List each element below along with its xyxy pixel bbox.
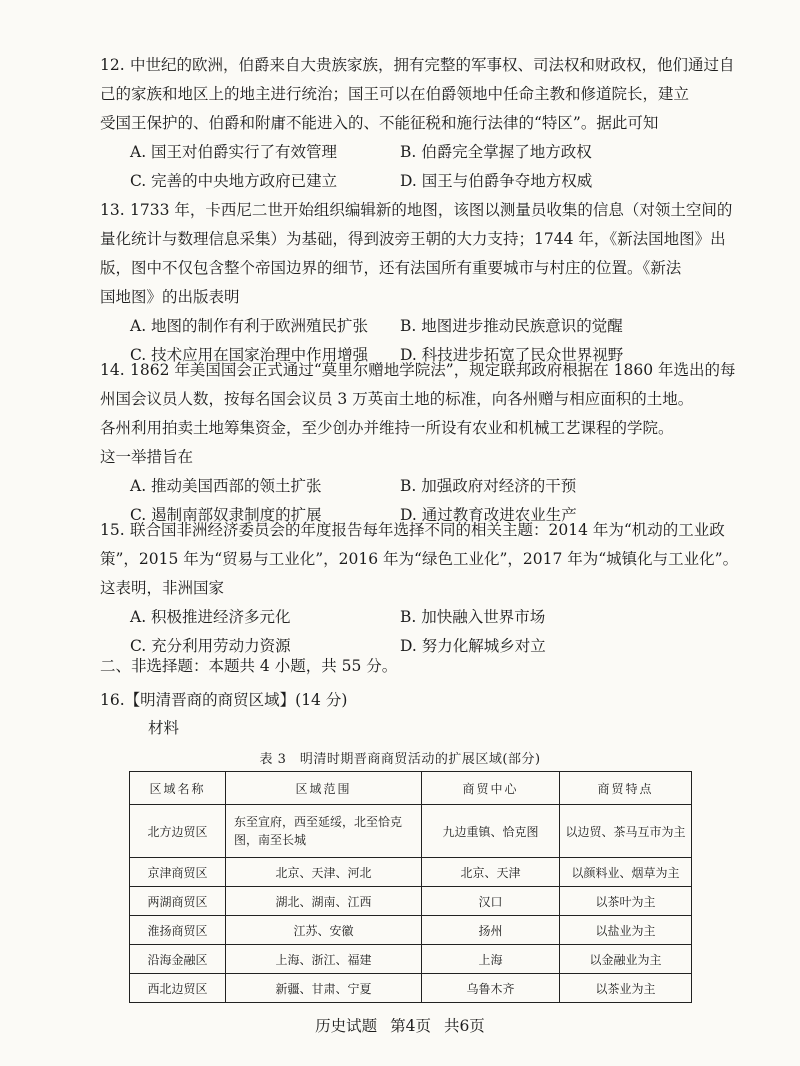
table-cell: 新疆、甘肃、宁夏 <box>226 974 422 1003</box>
question-text-line: 版，图中不仅包含整个帝国边界的细节，还有法国所有重要城市与村庄的位置。《新法 <box>100 259 682 277</box>
table-caption: 表 3 明清时期晋商商贸活动的扩展区域(部分) <box>259 752 541 767</box>
table-cell: 西北边贸区 <box>130 974 226 1003</box>
table-cell: 以颜料业、烟草为主 <box>560 858 692 887</box>
question-16-title: 16.【明清晋商的商贸区域】(14 分) <box>100 691 348 709</box>
table-header-cell: 区域名称 <box>130 772 226 805</box>
table-cell: 汉口 <box>422 887 560 916</box>
option-b: B. 地图进步推动民族意识的觉醒 <box>400 317 623 335</box>
question-text-line: 1862 年美国国会正式通过“莫里尔赠地学院法”，规定联邦政府根据在 1860 年选出的每 <box>130 361 736 379</box>
question-text-line: 国地图》的出版表明 <box>100 288 240 306</box>
footer-subject: 历史试题 <box>315 1017 378 1035</box>
question-text-line: 量化统计与数理信息采集）为基础，得到波旁王朝的大力支持；1744 年，《新法国地图》出 <box>100 230 726 248</box>
footer-page-number: 第4页 <box>390 1017 431 1035</box>
table-row <box>130 974 692 1003</box>
table-header-cell: 商贸中心 <box>422 772 560 805</box>
page-footer <box>0 1014 800 1036</box>
option-a: A. 推动美国西部的领土扩张 <box>130 477 322 495</box>
option-b: B. 伯爵完全掌握了地方政权 <box>400 143 592 161</box>
question-text-line: 己的家族和地区上的地主进行统治；国王可以在伯爵领地中任命主教和修道院长，建立 <box>100 85 690 103</box>
table-cell: 京津商贸区 <box>130 858 226 887</box>
table-header-cell: 区域范围 <box>226 772 422 805</box>
table-cell: 北京、天津 <box>422 858 560 887</box>
table-row <box>130 805 692 858</box>
option-d: D. 国王与伯爵争夺地方权威 <box>400 172 593 190</box>
table-cell: 上海 <box>422 945 560 974</box>
table-cell: 以边贸、茶马互市为主 <box>560 805 692 858</box>
question-14 <box>100 356 740 530</box>
question-text-line: 中世纪的欧洲，伯爵来自大贵族家族，拥有完整的军事权、司法权和财政权，他们通过自 <box>130 56 735 74</box>
question-number: 12. <box>100 56 125 74</box>
table-cell: 北京、天津、河北 <box>226 858 422 887</box>
question-text-line: 各州利用拍卖土地筹集资金，至少创办并维持一所设有农业和机械工艺课程的学院。 <box>100 419 674 437</box>
table-cell: 扬州 <box>422 916 560 945</box>
option-a: A. 国王对伯爵实行了有效管理 <box>130 143 338 161</box>
option-c: C. 遏制南部奴隶制度的扩展 <box>130 506 322 524</box>
question-number: 13. <box>100 201 125 219</box>
question-text-line: 这表明，非洲国家 <box>100 579 225 597</box>
table-cell: 以盐业为主 <box>560 916 692 945</box>
question-12 <box>100 51 740 196</box>
table-header-row <box>130 772 692 805</box>
table-cell: 沿海金融区 <box>130 945 226 974</box>
section-heading: 二、非选择题：本题共 4 小题，共 55 分。 <box>100 657 398 675</box>
table-cell: 九边重镇、恰克图 <box>422 805 560 858</box>
question-text-line: 联合国非洲经济委员会的年度报告每年选择不同的相关主题：2014 年为“机动的工业政 <box>130 521 725 539</box>
table-header-cell: 商贸特点 <box>560 772 692 805</box>
table-cell: 江苏、安徽 <box>226 916 422 945</box>
table-cell: 东至宣府，西至延绥，北至恰克图，南至长城 <box>226 805 422 858</box>
question-text-line: 策”，2015 年为“贸易与工业化”，2016 年为“绿色工业化”，2017 年为“城镇化与工业化”。 <box>100 550 739 568</box>
table-row <box>130 858 692 887</box>
question-text-line: 1733 年，卡西尼二世开始组织编辑新的地图，该图以测量员收集的信息（对领土空间的 <box>130 201 733 219</box>
option-d: D. 通过教育改进农业生产 <box>400 506 577 524</box>
table-cell: 北方边贸区 <box>130 805 226 858</box>
question-text-line: 受国王保护的、伯爵和附庸不能进入的、不能征税和施行法律的“特区”。据此可知 <box>100 114 659 132</box>
question-15 <box>100 516 740 661</box>
question-text-line: 这一举措旨在 <box>100 448 194 466</box>
table-cell: 上海、浙江、福建 <box>226 945 422 974</box>
option-b: B. 加快融入世界市场 <box>400 608 546 626</box>
trade-regions-table <box>129 771 692 1003</box>
question-13 <box>100 196 740 370</box>
option-a: A. 积极推进经济多元化 <box>130 608 291 626</box>
footer-total-pages: 共6页 <box>443 1017 485 1035</box>
option-d: D. 科技进步拓宽了民众世界视野 <box>400 346 624 364</box>
table-row <box>130 945 692 974</box>
table-cell: 以金融业为主 <box>560 945 692 974</box>
question-number: 15. <box>100 521 125 539</box>
material-label: 材料 <box>148 719 180 737</box>
option-c: C. 技术应用在国家治理中作用增强 <box>130 346 369 364</box>
table-cell: 以茶叶为主 <box>560 887 692 916</box>
table-cell: 淮扬商贸区 <box>130 916 226 945</box>
option-a: A. 地图的制作有利于欧洲殖民扩张 <box>130 317 369 335</box>
table-row <box>130 916 692 945</box>
option-c: C. 充分利用劳动力资源 <box>130 637 291 655</box>
question-text-line: 州国会议员人数，按每名国会议员 3 万英亩土地的标准，向各州赠与相应面积的土地。 <box>100 390 694 408</box>
table-cell: 乌鲁木齐 <box>422 974 560 1003</box>
option-d: D. 努力化解城乡对立 <box>400 637 546 655</box>
table-cell: 湖北、湖南、江西 <box>226 887 422 916</box>
option-b: B. 加强政府对经济的干预 <box>400 477 577 495</box>
table-row <box>130 887 692 916</box>
option-c: C. 完善的中央地方政府已建立 <box>130 172 338 190</box>
table-cell: 两湖商贸区 <box>130 887 226 916</box>
table-cell: 以茶业为主 <box>560 974 692 1003</box>
question-number: 14. <box>100 361 125 379</box>
